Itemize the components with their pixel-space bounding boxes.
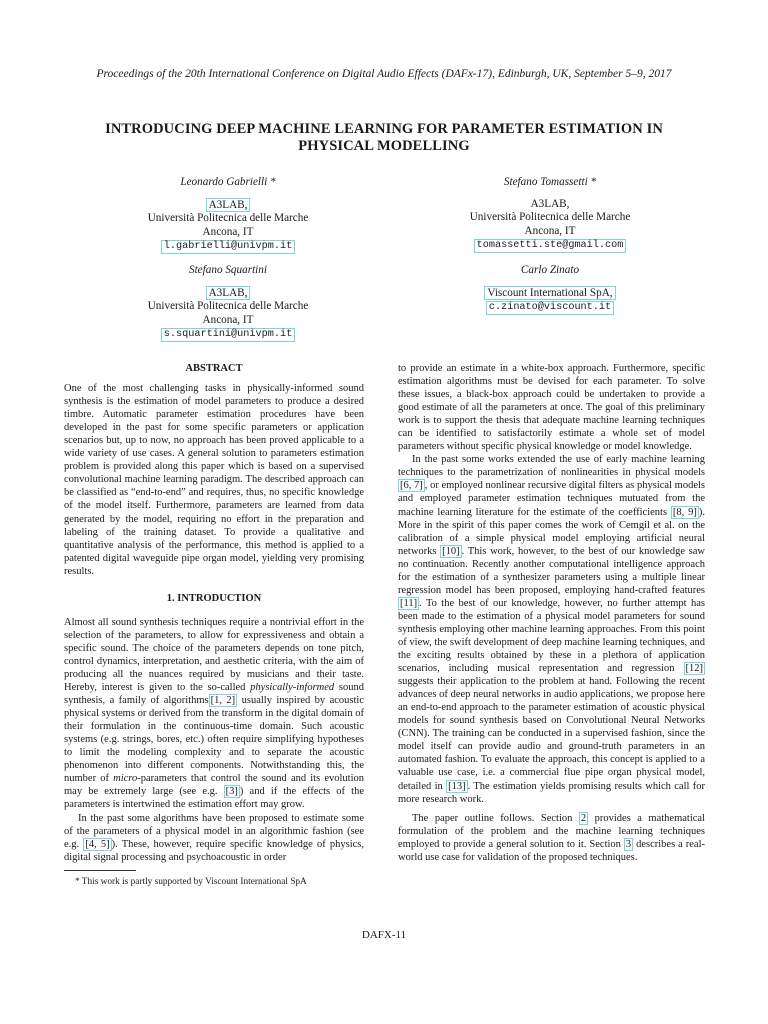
section-ref-link[interactable]: 2	[580, 812, 587, 824]
right-column	[398, 362, 705, 864]
citation-link[interactable]: [12]	[685, 663, 703, 675]
footnote: * This work is partly supported by Viscount International SpA	[75, 877, 307, 887]
right-paragraph-1: to provide an estimate in a white-box approach. Furthermore, specific estimation algorithms must be devised for each parameter. To solve these issues, a black-box approach could be undertaken to provide a good estimate of all the parameters at once. The goal of this preliminary work is to support the thesis that adequate machine learning techniques can be identified to satisfactorily estimate a whole set of model parameters without specific physical knowledge or model knowledge.	[398, 363, 705, 453]
page-number: DAFX-11	[361, 929, 407, 941]
right-paragraph-3: The paper outline follows. Section 2 provides a mathematical formulation of the problem and the machine learning techniques employed to provide a general solution to it. Section 3 describes a real-world use case for validation of the proposed techniques.	[398, 812, 705, 863]
university: Università Politecnica delle Marche	[469, 211, 631, 224]
affiliation-link[interactable]: A3LAB,	[206, 198, 251, 212]
author-name: Carlo Zinato	[520, 264, 580, 276]
proceedings-header: Proceedings of the 20th International Conference on Digital Audio Effects (DAFx-17), Edinburgh, UK, September 5–9, 2017	[96, 68, 672, 80]
abstract-text: One of the most challenging tasks in physically-informed sound synthesis is the estimation of model parameters to produce a desired timbre. Automatic parameter estimation procedures have been developed in the past for some specific parameters or application scenarios but, up to now, no approach has been proved applicable to a wide variety of use cases. A general solution to parameters estimation problem is provided along this paper which is based on a supervised convolutional machine learning paradigm. The described approach can be classified as “end-to-end” and requires, thus, no specific knowledge of the model itself. Furthermore, parameters are learned from data generated by the model, requiring no effort in the preparation and labeling of the training dataset. To provide a qualitative and quantitative analysis of the performance, this method is applied to a patented digital waveguide pipe organ model, yielding very promising results.	[64, 383, 364, 577]
email-link[interactable]: tomassetti.ste@gmail.com	[474, 239, 627, 253]
right-paragraph-2: In the past some works extended the use of early machine learning techniques to the parametrization of nonlinearities in physical models [6, 7] , or employed nonlinear recursive digital filters as physical models and employed parameter estimation techniques mutuated from the machine learning literature for the estimate of the coefficients [8, 9] ). More in the spirit of this paper comes the work of Cemgil et al. on the calibration of a simple physical model employing artificial neural networks [10] . This work, however, to the best of our knowledge saw no continuation. Recently another computational intelligence approach for the estimation of a synthesizer parameters using a multiple linear regression model has been proposed, employing hand-crafted features [11] . To the best of our knowledge, however, no further attempt has been made to the estimation of a physical model parameters for sound synthesis employing other machine learning approaches. From this point of view, the swift development of deep machine learning techniques, and the exciting results obtained by these in a plethora of application scenarios, including musical representation and regression [12] suggests their application to the problem at hand. Following the recent advances of deep neural networks in audio applications, we propose here an end-to-end approach to the parameter estimation of acoustic physical models for sound synthesis based on Convolutional Neural Networks (CNN). The training can be conducted in a supervised fashion, since the model itself can provide audio and ground-truth parameters in an automated fashion. To evaluate the approach, this concept is applied to a valuable use case, i.e. a commercial flue pipe organ physical model, detailed in [13] . The estimation yields promising results which call for more research work.	[398, 454, 705, 805]
citation-link[interactable]: [4, 5]	[85, 838, 110, 850]
citation-link[interactable]: [3]	[225, 786, 238, 798]
author-block-gabrielli	[118, 176, 338, 254]
affiliation-link[interactable]: A3LAB,	[206, 286, 251, 300]
citation-link[interactable]: [11]	[400, 597, 418, 609]
left-column	[64, 362, 364, 864]
author-name: Stefano Squartini	[188, 264, 267, 276]
section-ref-link[interactable]: 3	[625, 838, 632, 850]
author-name: Stefano Tomassetti *	[503, 176, 597, 188]
author-block-squartini	[118, 264, 338, 342]
footnote-rule	[64, 870, 136, 871]
email-link[interactable]: c.zinato@viscount.it	[486, 301, 614, 315]
email-link[interactable]: l.gabrielli@univpm.it	[161, 240, 295, 254]
affiliation: A3LAB,	[530, 198, 570, 211]
author-name: Leonardo Gabrielli *	[180, 176, 276, 188]
author-block-tomassetti	[440, 176, 660, 253]
city: Ancona, IT	[202, 225, 254, 238]
citation-link[interactable]: [6, 7]	[400, 480, 423, 492]
university: Università Politecnica delle Marche	[147, 212, 309, 225]
citation-link[interactable]: [10]	[442, 545, 460, 557]
author-block-zinato	[440, 264, 660, 315]
city: Ancona, IT	[202, 313, 254, 326]
citation-link[interactable]: [8, 9]	[672, 506, 697, 518]
citation-link[interactable]: [13]	[448, 780, 466, 792]
title-line-1: INTRODUCING DEEP MACHINE LEARNING FOR PARAMETER ESTIMATION IN	[105, 121, 663, 137]
intro-paragraph-2: In the past some algorithms have been proposed to estimate some of the parameters of a physical model in an algorithmic fashion (see e.g. [4, 5] ). These, however, require specific knowledge of physics, digital signal processing and psychoacoustic in order	[64, 812, 364, 863]
intro-paragraph-1: Almost all sound synthesis techniques require a nontrivial effort in the selection of the parameters, to allow for expressiveness and obtain a specific sound. The choice of the parameters depends on tone pitch, control dynamics, interpretation, and aesthetic criteria, with the aim of producing all the nuances required by musicians and their taste. Hereby, interest is given to the so-called physically-informed sound synthesis, a family of algorithms [1, 2] usually inspired by acoustic physical systems or derived from the transform in the digital domain of their formulation in the continuous-time domain. Such acoustic systems (e.g. strings, bores, etc.) often require simplifying hypotheses to limit the modeling complexity and to separate the acoustic phenomenon into different components. Notwithstanding this, the number of micro-parameters that control the sound and its evolution may be extremely large (see e.g. [3] ) and if the effects of the parameters is intertwined the estimation effort may grow.	[64, 616, 365, 811]
email-link[interactable]: s.squartini@univpm.it	[161, 328, 295, 342]
title-line-2: PHYSICAL MODELLING	[298, 138, 470, 154]
citation-link[interactable]: [1, 2]	[210, 695, 236, 707]
abstract-heading: ABSTRACT	[185, 363, 243, 374]
introduction-heading: 1. INTRODUCTION	[166, 592, 262, 604]
city: Ancona, IT	[524, 224, 576, 237]
affiliation-link[interactable]: Viscount International SpA,	[484, 286, 615, 300]
university: Università Politecnica delle Marche	[147, 300, 309, 313]
paper-title	[60, 121, 708, 155]
